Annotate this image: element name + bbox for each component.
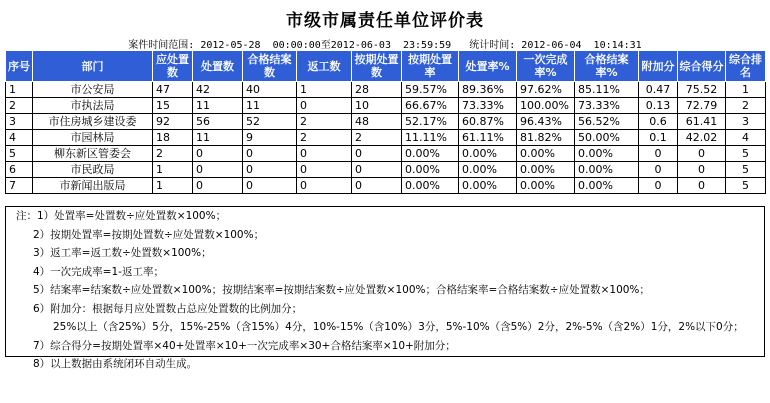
table-cell: 4 — [726, 130, 766, 146]
column-header: 应处置数 — [153, 51, 193, 82]
note-line: 25%以上（含25%）5分，15%-25%（含15%）4分，10%-15%（含10%）3分，5%-10%（含5%）2分，2%-5%（含2%）1分，2%以下0分； — [53, 321, 744, 333]
table-cell: 0 — [243, 178, 297, 194]
table-cell: 10 — [352, 98, 402, 114]
table-cell: 42 — [193, 82, 243, 98]
table-cell: 9 — [243, 130, 297, 146]
table-cell: 2 — [6, 98, 33, 114]
table-cell: 1 — [297, 82, 352, 98]
stat-label: 统计时间: — [469, 40, 516, 51]
column-header: 部门 — [33, 51, 153, 82]
table-cell: 0.00% — [459, 162, 517, 178]
table-cell: 61.41 — [678, 114, 726, 130]
table-cell: 96.43% — [517, 114, 575, 130]
table-cell: 5 — [6, 146, 33, 162]
table-cell: 市新闻出版局 — [33, 178, 153, 194]
range-label: 案件时间范围: — [128, 40, 195, 51]
table-header-row — [6, 51, 766, 82]
table-cell: 50.00% — [575, 130, 639, 146]
table-body — [6, 82, 766, 194]
table-cell: 0.13 — [639, 98, 678, 114]
table-cell: 2 — [352, 130, 402, 146]
note-line: 4）一次完成率=1-返工率； — [33, 265, 164, 278]
table-cell: 市公安局 — [33, 82, 153, 98]
table-cell: 0.00% — [517, 178, 575, 194]
table-cell: 市执法局 — [33, 98, 153, 114]
report-meta — [0, 36, 770, 51]
table-cell: 2 — [297, 130, 352, 146]
table-cell: 73.33% — [459, 98, 517, 114]
table-row — [6, 82, 766, 98]
table-cell: 0 — [678, 178, 726, 194]
table-cell: 0 — [678, 162, 726, 178]
table-cell: 81.82% — [517, 130, 575, 146]
table-row — [6, 146, 766, 162]
table-cell: 1 — [6, 82, 33, 98]
table-cell: 0.00% — [402, 146, 459, 162]
column-header: 序号 — [6, 51, 33, 82]
table-cell: 0 — [352, 178, 402, 194]
column-header: 按期处置率 — [402, 51, 459, 82]
table-cell: 92 — [153, 114, 193, 130]
table-cell: 5 — [726, 146, 766, 162]
stat-value: 2012-06-04 10:14:31 — [521, 40, 642, 51]
page-title: 市级市属责任单位评价表 — [286, 11, 484, 31]
table-cell: 60.87% — [459, 114, 517, 130]
table-row — [6, 162, 766, 178]
table-cell: 0.1 — [639, 130, 678, 146]
table-cell: 4 — [6, 130, 33, 146]
table-cell: 0 — [297, 146, 352, 162]
note-line: 2）按期处置率=按期处置数÷应处置数×100%； — [33, 228, 265, 241]
column-header: 综合得分 — [678, 51, 726, 82]
table-cell: 0.00% — [517, 162, 575, 178]
note-line: 3）返工率=返工数÷处置数×100%； — [33, 247, 212, 259]
table-cell: 0 — [639, 162, 678, 178]
table-row — [6, 98, 766, 114]
table-cell: 0.6 — [639, 114, 678, 130]
table-cell: 0 — [297, 162, 352, 178]
note-line: 6）附加分：根据每月应处置数占总应处置数的比例加分； — [33, 302, 303, 315]
table-cell: 42.02 — [678, 130, 726, 146]
table-cell: 18 — [153, 130, 193, 146]
table-cell: 1 — [153, 162, 193, 178]
table-cell: 7 — [6, 178, 33, 194]
table-cell: 0.47 — [639, 82, 678, 98]
table-cell: 52 — [243, 114, 297, 130]
table-cell: 3 — [726, 114, 766, 130]
column-header: 综合排名 — [726, 51, 766, 82]
table-cell: 1 — [726, 82, 766, 98]
column-header: 合格结案数 — [243, 51, 297, 82]
table-cell: 0 — [639, 146, 678, 162]
table-row — [6, 178, 766, 194]
column-header: 一次完成率% — [517, 51, 575, 82]
table-cell: 0.00% — [575, 146, 639, 162]
table-cell: 15 — [153, 98, 193, 114]
table-cell: 0.00% — [517, 146, 575, 162]
table-cell: 59.57% — [402, 82, 459, 98]
table-cell: 11.11% — [402, 130, 459, 146]
table-cell: 0 — [243, 162, 297, 178]
table-cell: 0.00% — [402, 178, 459, 194]
table-cell: 11 — [193, 98, 243, 114]
table-cell: 66.67% — [402, 98, 459, 114]
table-row — [6, 114, 766, 130]
table-cell: 89.36% — [459, 82, 517, 98]
table-cell: 0 — [193, 146, 243, 162]
table-cell: 61.11% — [459, 130, 517, 146]
table-cell: 市民政局 — [33, 162, 153, 178]
table-cell: 52.17% — [402, 114, 459, 130]
table-cell: 0.00% — [575, 178, 639, 194]
table-cell: 0 — [352, 162, 402, 178]
table-cell: 市园林局 — [33, 130, 153, 146]
note-line: 8）以上数据由系统闭环自动生成。 — [33, 358, 198, 370]
table-cell: 11 — [193, 130, 243, 146]
table-cell: 85.11% — [575, 82, 639, 98]
table-cell: 1 — [153, 178, 193, 194]
table-cell: 0 — [297, 98, 352, 114]
column-header: 处置率% — [459, 51, 517, 82]
table-cell: 40 — [243, 82, 297, 98]
table-cell: 5 — [726, 178, 766, 194]
column-header: 处置数 — [193, 51, 243, 82]
notes-box — [5, 206, 765, 370]
table-row — [6, 130, 766, 146]
table-cell: 97.62% — [517, 82, 575, 98]
table-cell: 0 — [352, 146, 402, 162]
table-cell: 2 — [726, 98, 766, 114]
column-header: 返工数 — [297, 51, 352, 82]
table-cell: 市住房城乡建设委 — [33, 114, 153, 130]
table-cell: 0.00% — [402, 162, 459, 178]
table-cell: 2 — [297, 114, 352, 130]
table-cell: 0 — [243, 146, 297, 162]
table-cell: 28 — [352, 82, 402, 98]
table-cell: 0 — [193, 178, 243, 194]
table-cell: 47 — [153, 82, 193, 98]
table-cell: 5 — [726, 162, 766, 178]
note-line: 注：1）处置率=处置数÷应处置数×100%； — [16, 210, 227, 222]
table-cell: 0 — [297, 178, 352, 194]
table-cell: 56.52% — [575, 114, 639, 130]
table-cell: 0 — [678, 146, 726, 162]
table-cell: 0.00% — [459, 146, 517, 162]
table-cell: 11 — [243, 98, 297, 114]
table-cell: 2 — [153, 146, 193, 162]
table-cell: 48 — [352, 114, 402, 130]
table-cell: 56 — [193, 114, 243, 130]
column-header: 附加分 — [639, 51, 678, 82]
table-cell: 0 — [193, 162, 243, 178]
column-header: 合格结案率% — [575, 51, 639, 82]
column-header: 按期处置数 — [352, 51, 402, 82]
table-cell: 100.00% — [517, 98, 575, 114]
table-cell: 6 — [6, 162, 33, 178]
table-cell: 柳东新区管委会 — [33, 146, 153, 162]
table-cell: 0.00% — [459, 178, 517, 194]
table-cell: 72.79 — [678, 98, 726, 114]
range-value: 2012-05-28 00:00:00至2012-06-03 23:59:59 — [200, 40, 452, 51]
table-cell: 73.33% — [575, 98, 639, 114]
note-line: 7）综合得分=按期处置率×40+处置率×10+一次完成率×30+合格结案率×10+附加分； — [33, 339, 456, 352]
evaluation-table — [5, 50, 766, 194]
table-cell: 75.52 — [678, 82, 726, 98]
table-cell: 0.00% — [575, 162, 639, 178]
table-cell: 3 — [6, 114, 33, 130]
note-line: 5）结案率=结案数÷应处置数×100%；按期结案率=按期结案数÷应处置数×100%；合格结案率=合格结案数÷应处置数×100%； — [33, 284, 650, 296]
table-cell: 0 — [639, 178, 678, 194]
